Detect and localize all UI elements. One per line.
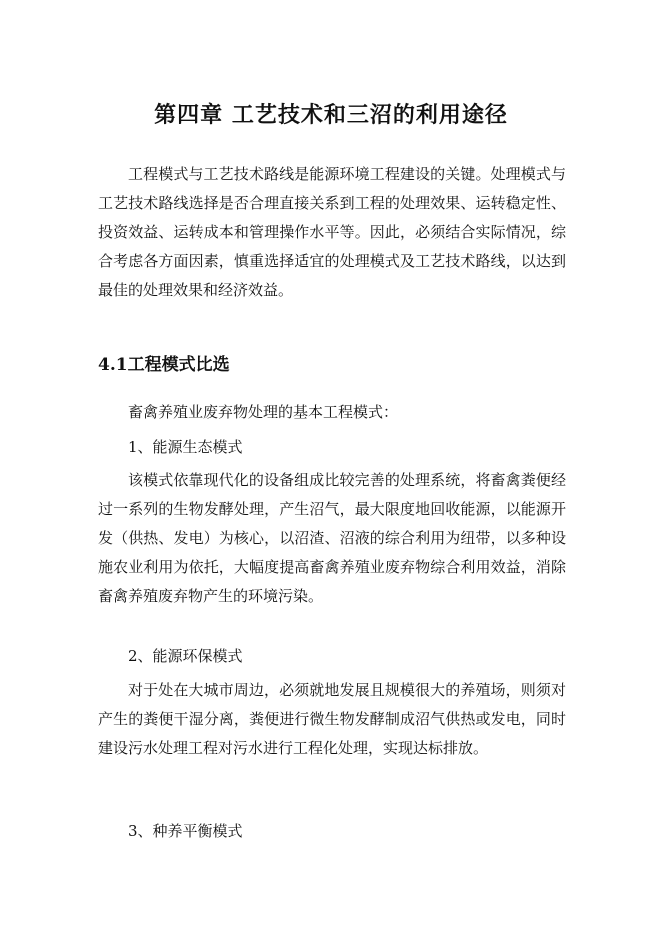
chapter-title: 第四章 工艺技术和三沼的利用途径 bbox=[154, 102, 508, 128]
mode-1-label: 1、能源生态模式 bbox=[128, 438, 243, 456]
mode-3-label: 3、种养平衡模式 bbox=[128, 822, 243, 840]
mode-2-label: 2、能源环保模式 bbox=[128, 647, 243, 665]
section-heading: 4.1工程模式比选 bbox=[98, 355, 230, 375]
intro-paragraph: 工程模式与工艺技术路线是能源环境工程建设的关键。处理模式与工艺技术路线选择是否合理直接关系到工程的处理效果、运转稳定性、投资效益、运转成本和管理操作水平等。因此，必须结合实际情况，综合考虑各方面因素，慎重选择适宜的处理模式及工艺技术路线，以达到最佳的处理效果和经济效益。 bbox=[98, 165, 566, 299]
section-intro: 畜禽养殖业废弃物处理的基本工程模式： bbox=[128, 403, 399, 421]
mode-2-paragraph: 对于处在大城市周边，必须就地发展且规模很大的养殖场，则须对产生的粪便干湿分离，粪便进行微生物发酵制成沼气供热或发电，同时建设污水处理工程对污水进行工程化处理，实现达标排放。 bbox=[98, 681, 566, 757]
mode-1-paragraph: 该模式依靠现代化的设备组成比较完善的处理系统，将畜禽粪便经过一系列的生物发酵处理，产生沼气，最大限度地回收能源，以能源开发（供热、发电）为核心，以沼渣、沼液的综合利用为纽带，以多种设施农业利用为依托，大幅度提高畜禽养殖业废弃物综合利用效益，消除畜禽养殖废弃物产生的环境污染。 bbox=[98, 471, 566, 605]
